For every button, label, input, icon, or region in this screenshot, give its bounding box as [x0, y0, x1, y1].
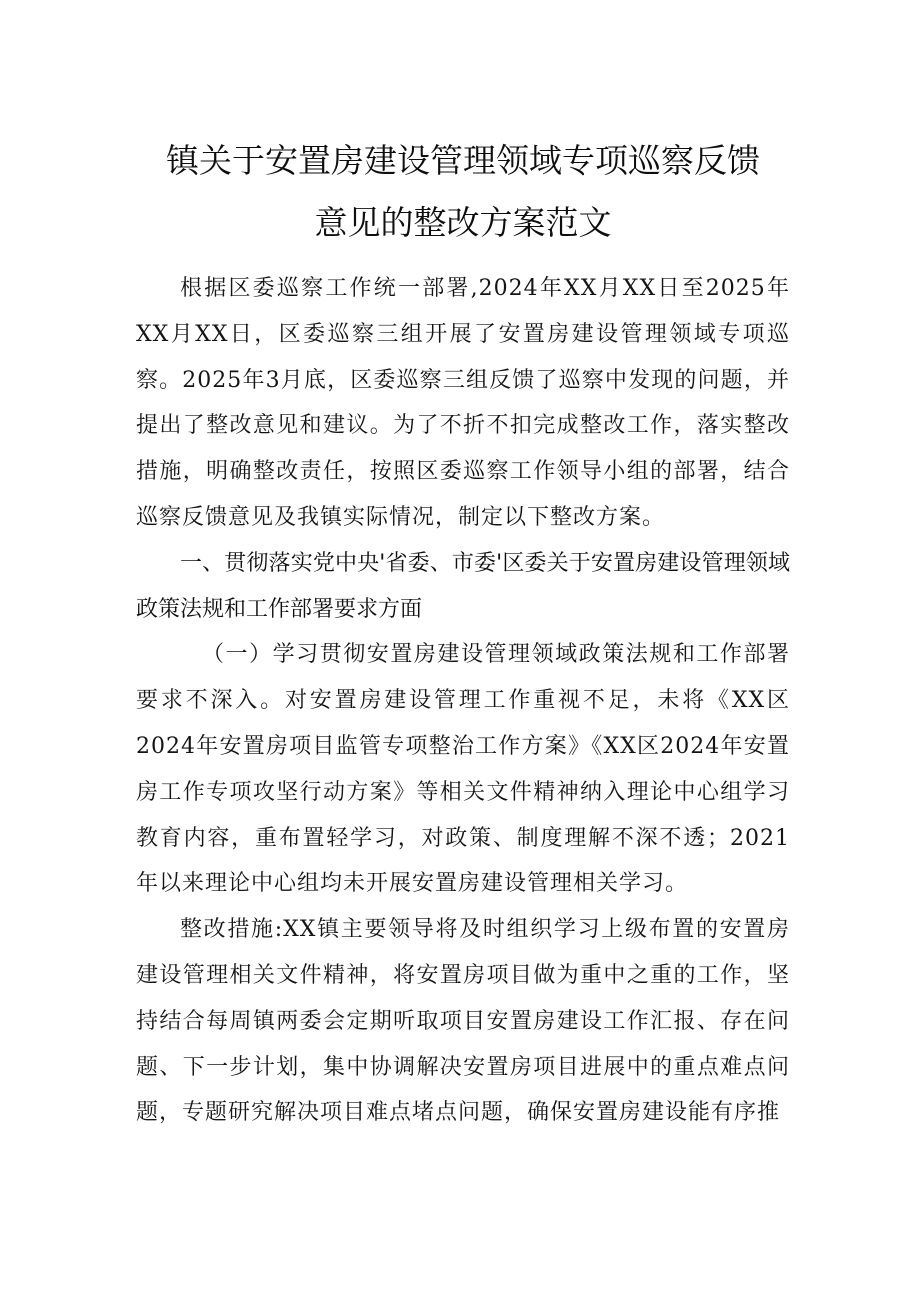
- title-line-1: 镇关于安置房建设管理领域专项巡察反馈: [166, 141, 760, 180]
- intro-paragraph: 根据区委巡察工作统一部署,2024年XX月XX日至2025年XX月XX日，区委巡察三组开展了安置房建设管理领域专项巡察。2025年3月底，区委巡察三组反馈了巡察中发现的问题，并提出了整改意见和建议。为了不折不扣完成整改工作，落实整改措施，明确整改责任，按照区委巡察工作领导小组的部署，结合巡察反馈意见及我镇实际情况，制定以下整改方案。: [136, 276, 790, 530]
- problem-paragraph-1: （一）学习贯彻安置房建设管理领域政策法规和工作部署要求不深入。对安置房建设管理工作重视不足，未将《XX区2024年安置房项目监管专项整治工作方案》《XX区2024年安置房工作专项攻坚行动方案》等相关文件精神纳入理论中心组学习教育内容，重布置轻学习，对政策、制度理解不深不透；2021年以来理论中心组均未开展安置房建设管理相关学习。: [136, 642, 790, 897]
- document-title: [136, 130, 790, 254]
- title-line-2: 意见的整改方案范文: [314, 203, 612, 242]
- measure-paragraph-1: 整改措施:XX镇主要领导将及时组织学习上级布置的安置房建设管理相关文件精神，将安置房项目做为重中之重的工作，坚持结合每周镇两委会定期听取项目安置房建设工作汇报、存在问题、下一步计划，集中协调解决安置房项目进展中的重点难点问题，专题研究解决项目难点堵点问题，确保安置房建设能有序推: [136, 917, 790, 1126]
- section-heading-1: 一、贯彻落实党中央'省委、市委'区委关于安置房建设管理领域政策法规和工作部署要求方面: [136, 550, 790, 622]
- document-body: [136, 130, 790, 1136]
